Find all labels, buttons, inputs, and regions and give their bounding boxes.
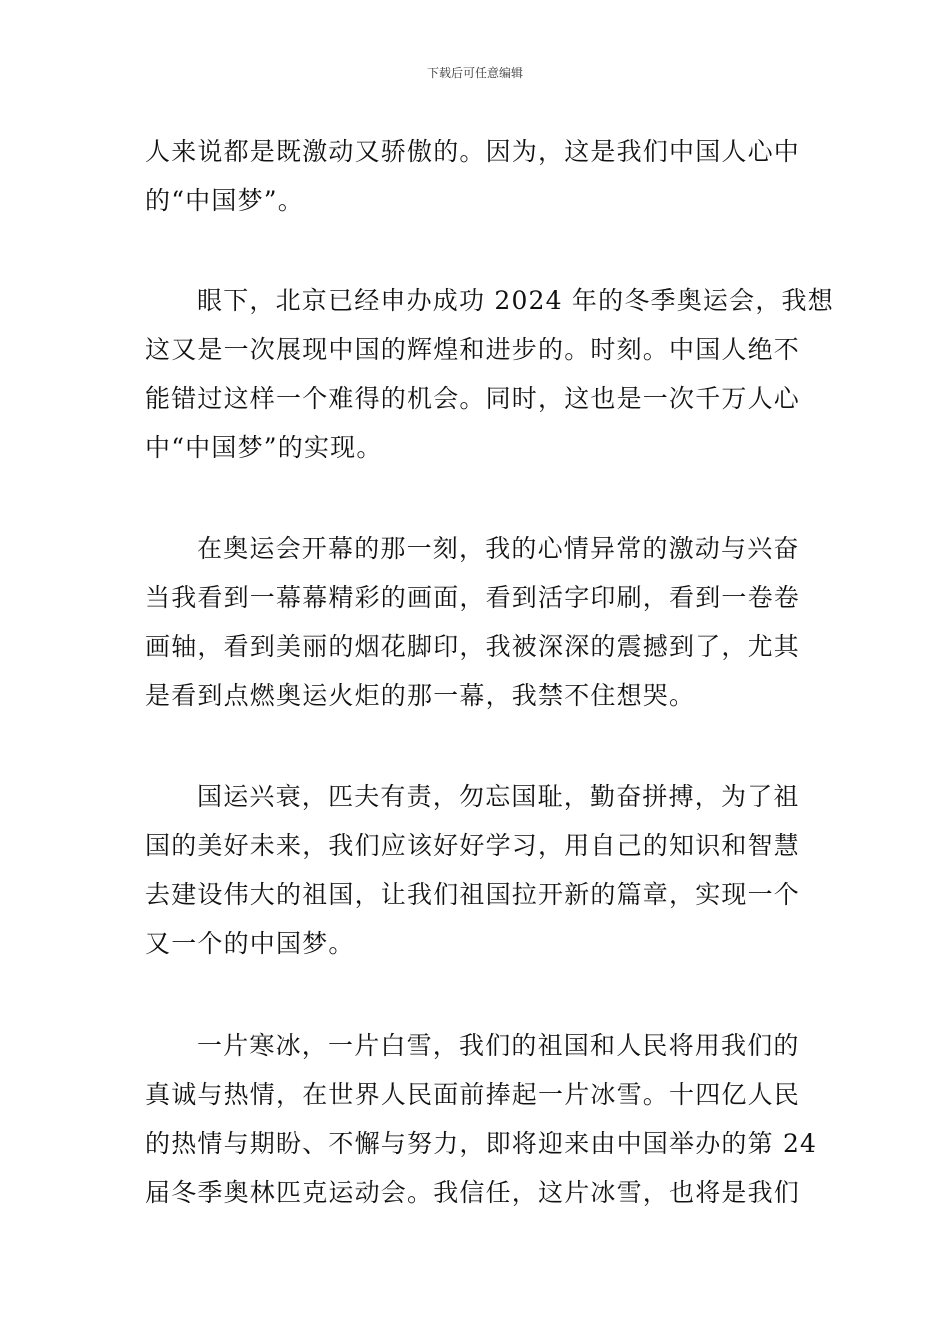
text-line: 中“中国梦”的实现。 <box>145 433 383 462</box>
paragraph-4 <box>145 772 815 968</box>
text-line: 国运兴衰，匹夫有责，勿忘国耻，勤奋拼搏，为了祖 <box>197 782 800 811</box>
page-header: 下载后可任意编辑 <box>426 66 523 80</box>
paragraph-1 <box>145 127 815 225</box>
text-line: 又一个的中国梦。 <box>145 929 355 958</box>
text-line: 能错过这样一个难得的机会。同时，这也是一次千万人心 <box>145 384 801 413</box>
text-line: 届冬季奥林匹克运动会。我信任，这片冰雪，也将是我们 <box>145 1178 801 1207</box>
text-line: 这又是一次展现中国的辉煌和进步的。时刻。中国人绝不 <box>145 335 801 364</box>
text-line: 人来说都是既激动又骄傲的。因为，这是我们中国人心中 <box>145 137 801 166</box>
text-line: 的热情与期盼、不懈与努力，即将迎来由中国举办的第 24 <box>145 1129 818 1158</box>
text-line: 当我看到一幕幕精彩的画面，看到活字印刷，看到一卷卷 <box>145 583 801 612</box>
text-line: 一片寒冰，一片白雪，我们的祖国和人民将用我们的 <box>197 1031 800 1060</box>
text-line: 是看到点燃奥运火炬的那一幕，我禁不住想哭。 <box>145 681 696 710</box>
text-line: 眼下，北京已经申办成功 2024 年的冬季奥运会，我想 <box>197 286 834 315</box>
text-line: 真诚与热情，在世界人民面前捧起一片冰雪。十四亿人民 <box>145 1080 801 1109</box>
text-line: 画轴，看到美丽的烟花脚印，我被深深的震撼到了，尤其 <box>145 632 801 661</box>
text-line: 国的美好未来，我们应该好好学习，用自己的知识和智慧 <box>145 831 801 860</box>
paragraph-5 <box>145 1021 818 1217</box>
text-line: 去建设伟大的祖国，让我们祖国拉开新的篇章，实现一个 <box>145 880 801 909</box>
text-line: 的“中国梦”。 <box>145 186 304 215</box>
paragraph-2 <box>145 276 834 472</box>
text-line: 在奥运会开幕的那一刻，我的心情异常的激动与兴奋 <box>197 534 800 563</box>
paragraph-3 <box>145 524 815 720</box>
